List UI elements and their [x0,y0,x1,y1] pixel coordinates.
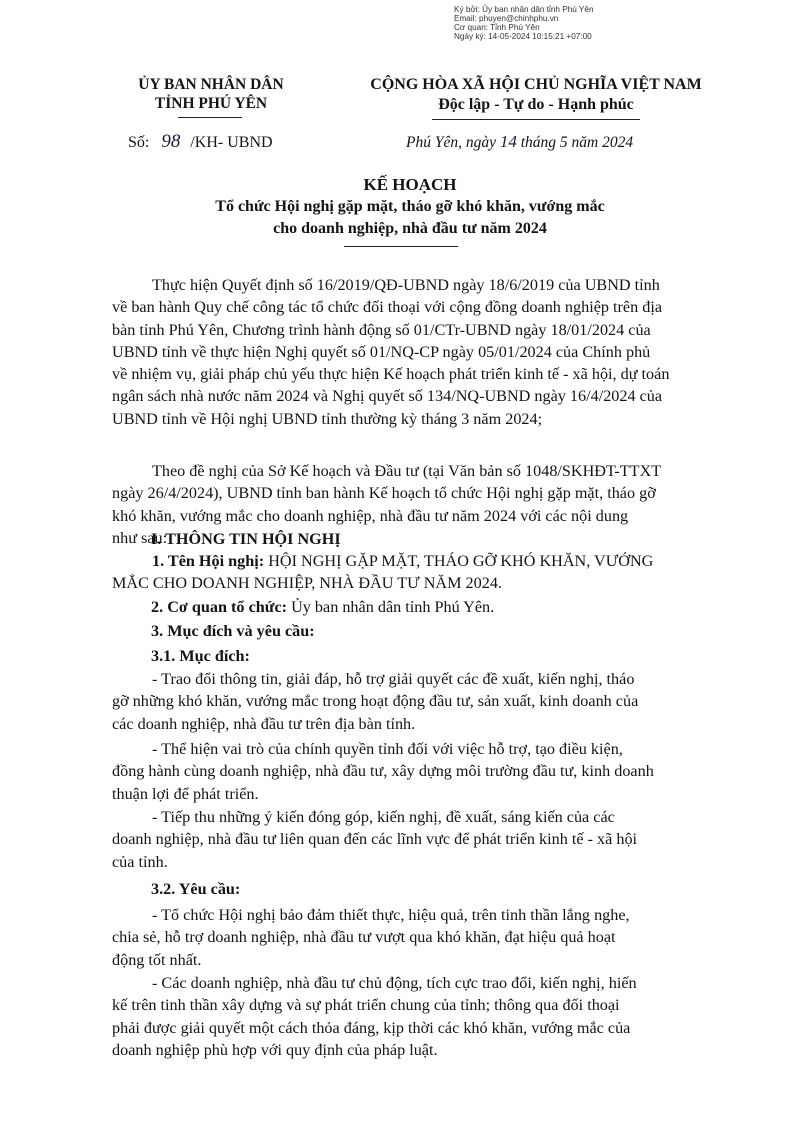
paragraph-line: của tỉnh. [112,852,168,871]
subitem-purpose-heading: 3.1. Mục đích: [151,647,250,665]
subitem-requirement-heading: 3.2. Yêu cầu: [151,880,241,898]
paragraph-line: UBND tỉnh về thực hiện Nghị quyết số 01/NQ-CP ngày 05/01/2024 của Chính phủ [112,342,651,361]
item-text: HỘI NGHỊ GẶP MẶT, THÁO GỠ KHÓ KHĂN, VƯỚNG [268,552,654,570]
date-suffix: tháng 5 năm 2024 [520,134,634,151]
paragraph-line: - Tổ chức Hội nghị bảo đảm thiết thực, hiệu quả, trên tinh thần lắng nghe, [152,906,630,924]
agency-name-line2: TỈNH PHÚ YÊN [154,95,268,112]
title-underline [344,246,458,247]
paragraph-line: động tốt nhất. [112,950,202,969]
paragraph-line: kế trên tinh thần xây dựng và sự phát triển chung của tỉnh; thông qua đối thoại [112,996,620,1015]
signature-agency: Cơ quan: Tỉnh Phú Yên [454,23,540,32]
requirement-item-2 [112,972,750,1061]
paragraph-line: chia sẻ, hỗ trợ doanh nghiệp, nhà đầu tư vượt qua khó khăn, đạt hiệu quả hoạt [112,928,616,947]
paragraph-line: gỡ những khó khăn, vướng mắc trong hoạt động đầu tư, sản xuất, kinh doanh của [112,692,639,711]
paragraph-line: Theo đề nghị của Sở Kế hoạch và Đầu tư (tại Văn bản số 1048/SKHĐT-TTXT [152,462,662,480]
paragraph-line: - Thể hiện vai trò của chính quyền tỉnh đối với việc hỗ trợ, tạo điều kiện, [152,740,623,758]
purpose-item-3 [112,806,750,873]
date-handwritten: 14 [499,132,517,151]
document-number [128,131,273,153]
number-suffix: /KH- UBND [190,134,273,151]
number-prefix: Số: [128,134,150,151]
paragraph-line: Thực hiện Quyết định số 16/2019/QĐ-UBND ngày 18/6/2019 của UBND tỉnh [152,276,660,294]
nation-title: CỘNG HÒA XÃ HỘI CHỦ NGHĨA VIỆT NAM [370,76,702,93]
paragraph-line: thuận lợi để phát triển. [112,784,259,803]
paragraph-line: - Trao đổi thông tin, giải đáp, hỗ trợ giải quyết các đề xuất, kiến nghị, tháo [152,670,635,688]
purpose-item-2 [112,738,750,805]
paragraph-line: UBND tỉnh về Hội nghị UBND tỉnh thường kỳ tháng 3 năm 2024; [112,409,543,428]
nation-motto: Độc lập - Tự do - Hạnh phúc [438,96,634,113]
requirement-item-1 [112,904,750,971]
section-heading: I. THÔNG TIN HỘI NGHỊ [151,530,341,548]
paragraph-line: về ban hành Quy chế công tác tổ chức đối thoại với cộng đồng doanh nghiệp trên địa [112,298,663,317]
paragraph-line: đồng hành cùng doanh nghiệp, nhà đầu tư, xây dựng môi trường đầu tư, kinh doanh [112,762,654,781]
item-line [112,550,750,572]
agency-name-line1: ỦY BAN NHÂN DÂN [138,76,284,93]
signature-date: Ngày ký: 14-05-2024 10:15:21 +07:00 [454,32,592,41]
item-conference-name [112,550,750,595]
paragraph-line: như sau: [112,528,168,547]
paragraph-line: về nhiệm vụ, giải pháp chủ yếu thực hiện Kế hoạch phát triển kinh tế - xã hội, dự toán [112,365,670,384]
item-text: MẮC CHO DOANH NGHIỆP, NHÀ ĐẦU TƯ NĂM 2024. [112,574,502,593]
document-title: KẾ HOẠCH [363,175,457,194]
paragraph-line: doanh nghiệp phù hợp với quy định của pháp luật. [112,1040,438,1059]
purpose-item-1 [112,668,750,735]
paragraph-line: doanh nghiệp, nhà đầu tư liên quan đến các lĩnh vực để phát triển kinh tế - xã hội [112,830,638,849]
paragraph-line: các doanh nghiệp, nhà đầu tư trên địa bàn tỉnh. [112,714,416,733]
paragraph-line: phải được giải quyết một cách thỏa đáng, kịp thời các khó khăn, vướng mắc của [112,1018,631,1037]
paragraph-line: bàn tỉnh Phú Yên, Chương trình hành động số 01/CTr-UBND ngày 18/01/2024 của [112,320,651,339]
number-handwritten: 98 [161,131,181,152]
date-prefix: Phú Yên, ngày [406,134,496,151]
item-organizer [151,596,494,618]
paragraph-line: - Tiếp thu những ý kiến đóng góp, kiến nghị, đề xuất, sáng kiến của các [152,808,615,826]
item-label: 1. Tên Hội nghị: [152,552,265,570]
document-subtitle-line1: Tổ chức Hội nghị gặp mặt, tháo gỡ khó khăn, vướng mắc [215,198,605,215]
document-date [406,132,633,152]
paragraph-line: - Các doanh nghiệp, nhà đầu tư chủ động, tích cực trao đổi, kiến nghị, hiến [152,974,637,992]
signature-email: Email: phuyen@chinhphu.vn [454,14,559,23]
paragraph-line: ngân sách nhà nước năm 2024 và Nghị quyết số 134/NQ-UBND ngày 16/4/2024 của [112,387,663,406]
motto-underline [432,119,640,120]
item-text: Ủy ban nhân dân tỉnh Phú Yên. [291,598,495,616]
document-subtitle-line2: cho doanh nghiệp, nhà đầu tư năm 2024 [273,220,547,237]
paragraph-line: khó khăn, vướng mắc cho doanh nghiệp, nhà đầu tư năm 2024 với các nội dung [112,506,629,525]
signature-signer: Ký bởi: Ủy ban nhân dân tỉnh Phú Yên [454,5,594,14]
agency-underline [178,117,242,118]
item-purpose-heading: 3. Mục đích và yêu cầu: [151,622,315,640]
paragraph-line: ngày 26/4/2024), UBND tỉnh ban hành Kế hoạch tổ chức Hội nghị gặp mặt, tháo gỡ [112,484,656,503]
item-label: 2. Cơ quan tổ chức: [151,598,288,616]
paragraph-legal-basis [112,274,750,430]
